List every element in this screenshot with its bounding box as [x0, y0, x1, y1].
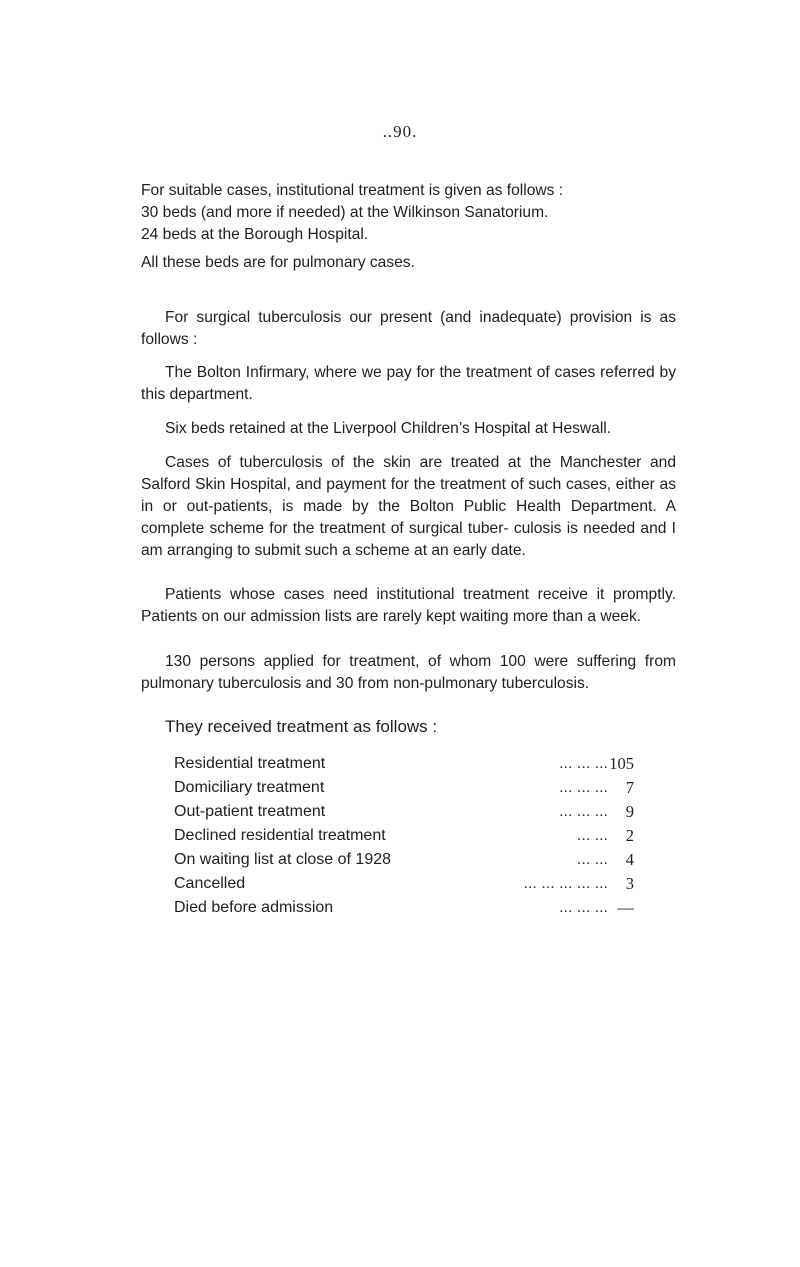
dot-leaders: ... ... ... [559, 779, 608, 796]
row-label: Out-patient treatment [174, 803, 326, 820]
row-value: 7 [625, 778, 634, 797]
bolton-paragraph [141, 362, 676, 406]
skin-paragraph [141, 452, 676, 562]
six-beds-text: Six beds retained at the Liverpool Children’s Hospital at Heswall. [165, 420, 612, 437]
institutional-treatment-section [141, 180, 676, 274]
treatment-table [174, 752, 654, 920]
dot-leaders: ... ... ... [559, 899, 608, 916]
applied-paragraph [141, 651, 676, 695]
row-label: Cancelled [174, 875, 246, 892]
row-label: Residential treatment [174, 755, 326, 772]
treatment-intro: They received treatment as follows : [165, 717, 438, 736]
row-value: 3 [625, 874, 634, 893]
row-label: Declined residential treatment [174, 827, 386, 844]
dot-leaders: ... ... ... [559, 755, 608, 772]
row-value: 105 [609, 754, 634, 773]
table-row [174, 896, 654, 920]
intro-line-3: 24 beds at the Borough Hospital. [141, 226, 369, 243]
dot-leaders: ... ... [576, 851, 608, 868]
table-row [174, 800, 654, 824]
surgical-paragraph [141, 307, 676, 351]
skin-text: Cases of tuberculosis of the skin are treated at the Manchester and Salford Skin Hospital, and payment for the treatment of such cases, either as in or out-patients, is made by the Bolton Public Health Department. A complete scheme for the treatment of surgical tuber- culosis is needed and I am arranging to submit such a scheme at an early date. [141, 454, 676, 559]
patients-paragraph [141, 584, 676, 628]
intro-line-1: For suitable cases, institutional treatment is given as follows : [141, 182, 564, 199]
table-row [174, 848, 654, 872]
intro-line-2: 30 beds (and more if needed) at the Wilkinson Sanatorium. [141, 204, 549, 221]
table-row [174, 752, 654, 776]
row-value: 4 [625, 850, 634, 869]
page-number: ..90. [382, 122, 418, 141]
patients-text: Patients whose cases need institutional treatment receive it promptly. Patients on our admission lists are rarely kept waiting more than a week. [141, 586, 676, 625]
row-value: 9 [625, 802, 634, 821]
bolton-text: The Bolton Infirmary, where we pay for the treatment of cases referred by this department. [141, 364, 676, 403]
intro-line-4: All these beds are for pulmonary cases. [141, 254, 415, 271]
table-row [174, 824, 654, 848]
table-row [174, 872, 654, 896]
dot-leaders: ... ... ... [559, 803, 608, 820]
table-row [174, 776, 654, 800]
dot-leaders: ... ... ... ... ... [523, 875, 608, 892]
dot-leaders: ... ... [576, 827, 608, 844]
row-label: On waiting list at close of 1928 [174, 851, 392, 868]
applied-text: 130 persons applied for treatment, of whom 100 were suffering from pulmonary tuberculosis and 30 from non-pulmonary tuberculosis. [141, 653, 676, 692]
surgical-text: For surgical tuberculosis our present (and inadequate) provision is as follows : [141, 309, 676, 348]
row-value: 2 [625, 826, 634, 845]
row-label: Died before admission [174, 899, 334, 916]
row-value: — [617, 898, 634, 917]
six-beds-paragraph [141, 418, 676, 440]
row-label: Domiciliary treatment [174, 779, 325, 796]
